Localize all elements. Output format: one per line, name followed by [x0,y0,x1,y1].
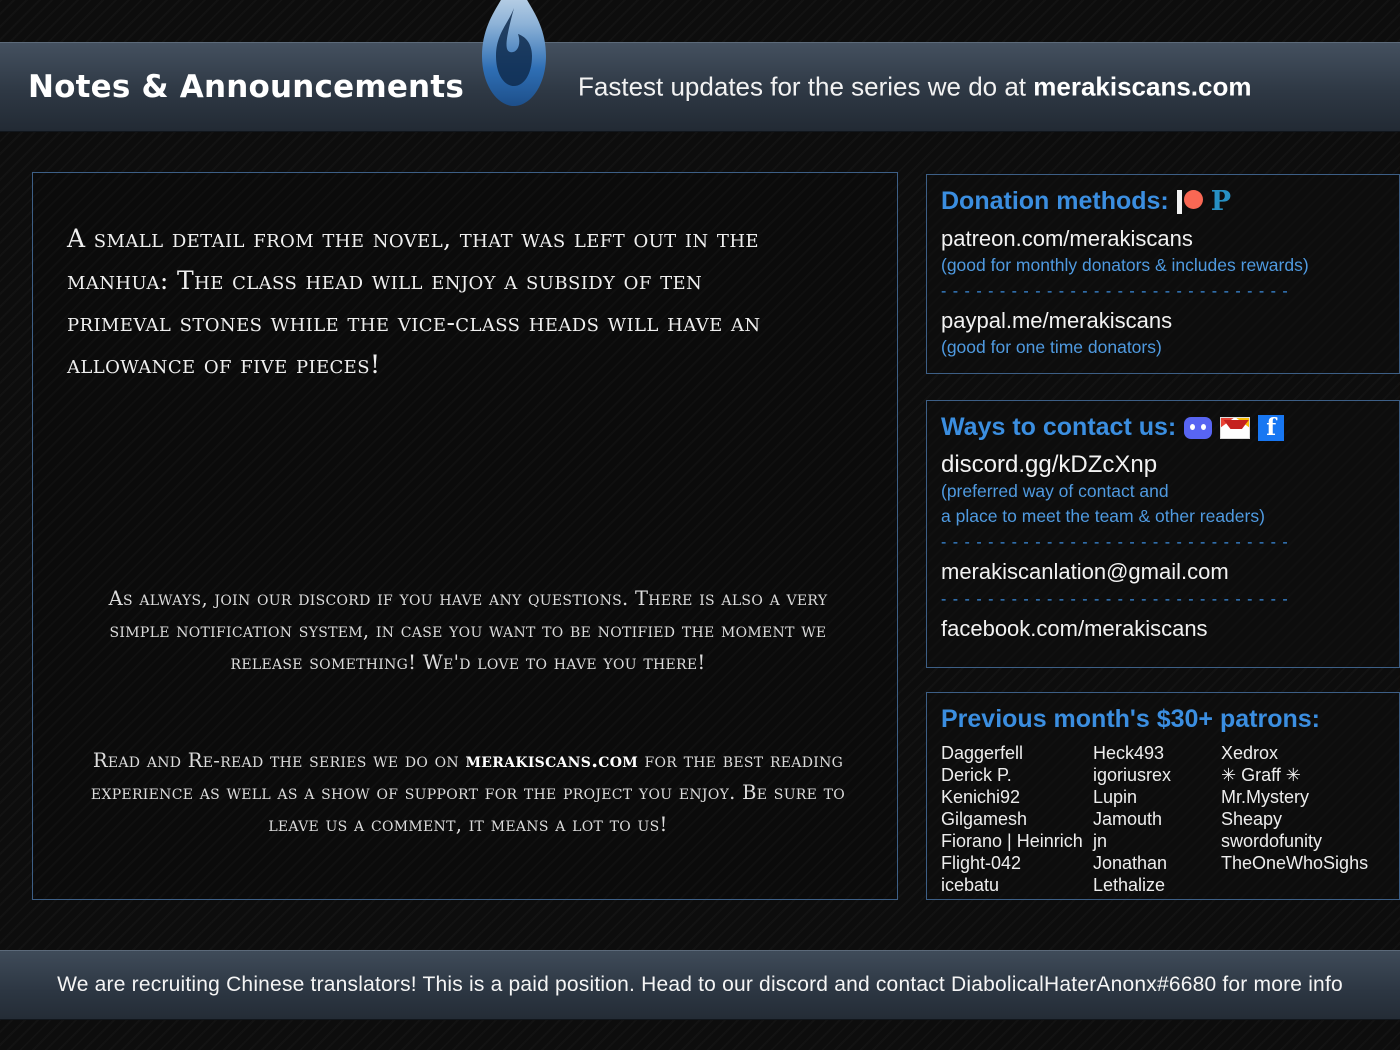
header-tagline-text: Fastest updates for the series we do at [578,71,1034,102]
list-item: Derick P. [941,765,1012,785]
page-title: Notes & Announcements [28,69,464,105]
list-item: Xedrox [1221,743,1279,763]
reread-note-site: merakiscans.com [465,749,639,772]
contact-card-title [941,413,1385,442]
discord-invite-note: As always, join our discord if you have any questions. There is also a very simple notification system, in case you want to be notified the moment we release something! We'd love to have you there! [108,587,828,674]
patreon-url[interactable]: patreon.com/merakiscans [941,226,1193,251]
discord-url[interactable]: discord.gg/kDZcXnp [941,451,1158,478]
donation-title-text: Donation methods: [941,187,1169,215]
list-item: Sheapy [1221,809,1283,829]
reread-note-pre: Read and Re-read the series we do on [92,749,466,772]
list-item: TheOneWhoSighs [1221,853,1369,873]
page-header [0,42,1400,132]
recruiting-text: We are recruiting Chinese translators! This is a paid position. Head to our discord and contact DiabolicalHaterAnonx#6680 for more info [57,973,1343,996]
patrons-title-text: Previous month's $30+ patrons: [941,705,1320,733]
contact-divider-2: - - - - - - - - - - - - - - - - - - - - - - - - - - - - - - [941,591,1289,608]
header-tagline [578,72,1252,103]
list-item: jn [1093,831,1108,851]
list-item: Gilgamesh [941,809,1028,829]
contact-title-text: Ways to contact us: [941,413,1177,441]
patreon-icon [1177,189,1203,215]
list-item: Lupin [1093,787,1138,807]
contact-divider-1: - - - - - - - - - - - - - - - - - - - - - - - - - - - - - - [941,534,1289,551]
reread-note [78,745,858,841]
facebook-url[interactable]: facebook.com/merakiscans [941,616,1208,641]
list-item: Heck493 [1093,743,1165,763]
paypal-url[interactable]: paypal.me/merakiscans [941,308,1173,333]
flame-droplet-logo-icon [466,0,562,128]
facebook-icon: f [1258,415,1284,441]
list-item: Mr.Mystery [1221,787,1309,807]
list-item: swordofunity [1221,831,1323,851]
list-item: Daggerfell [941,743,1024,763]
list-item: icebatu [941,875,1000,895]
patrons-card [926,692,1400,900]
list-item: ✳ Graff ✳ [1221,765,1301,785]
paypal-note: (good for one time donators) [941,337,1162,357]
list-item: Flight-042 [941,853,1022,873]
list-item: Kenichi92 [941,787,1021,807]
discord-icon [1184,417,1212,439]
donation-methods-card [926,174,1400,374]
contact-methods-card [926,400,1400,668]
list-item: Jonathan [1093,853,1168,873]
list-item: Lethalize [1093,875,1166,895]
paypal-icon: P [1210,185,1232,217]
gmail-icon [1220,417,1250,439]
recruiting-footer [0,950,1400,1020]
patrons-card-title [941,705,1385,734]
donation-divider: - - - - - - - - - - - - - - - - - - - - - - - - - - - - - - [941,283,1289,300]
discord-note-line2: a place to meet the team & other readers) [941,506,1265,526]
announcement-panel [32,172,898,900]
header-tagline-site: merakiscans.com [1033,71,1252,102]
list-item: igoriusrex [1093,765,1172,785]
email-address[interactable]: merakiscanlation@gmail.com [941,559,1229,584]
reread-note-post: for the best reading experience as well as a show of support for the project you enjoy. Be sure to leave us a comment, it means a lot to us! [90,749,846,836]
patrons-list [941,742,1385,896]
list-item [1221,874,1385,896]
list-item: Jamouth [1093,809,1163,829]
patreon-note: (good for monthly donators & includes rewards) [941,255,1309,275]
discord-note-line1: (preferred way of contact and [941,481,1169,501]
donation-card-title [941,187,1385,216]
list-item: Fiorano | Heinrich [941,831,1083,851]
novel-detail-note: A small detail from the novel, that was left out in the manhua: The class head will enjoy a subsidy of ten primeval stones while the vice-class heads will have an allowance of five pieces! [67,224,761,379]
